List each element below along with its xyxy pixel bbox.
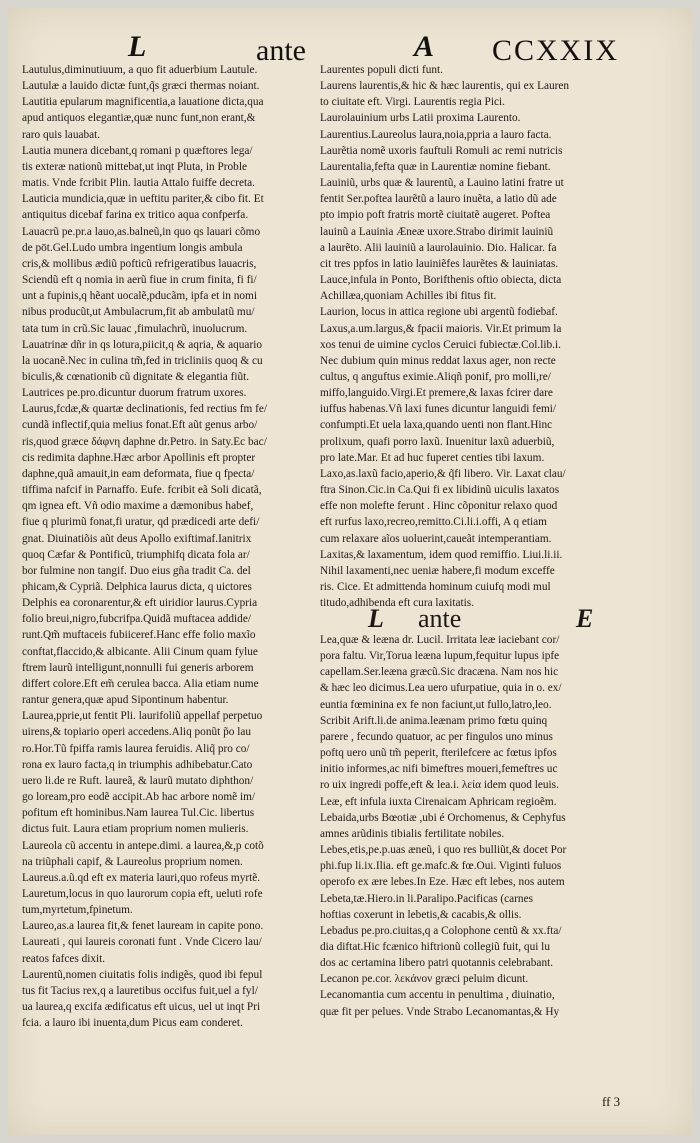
text-line: amnes arũdinis tibialis fertilitate nobiles. bbox=[320, 827, 505, 840]
right-column-top bbox=[320, 62, 648, 611]
text-line: Lauce,infula in Ponto, Borifthenis oftio obiecta, dicta bbox=[320, 274, 562, 287]
text-line: pofitum eft hominibus.Nam laurea Tul.Cic. libertus bbox=[22, 807, 255, 820]
text-line: qm ignea eft. Vñ odio maxime a dæmonibus habef, bbox=[22, 500, 254, 513]
text-line: euntia fœminina ex fe non faciunt,ut fullo,latro,leo. bbox=[320, 698, 552, 711]
text-line: rona ex lauro facta,q in triumphis adhibebatur.Cato bbox=[22, 758, 253, 771]
text-line: Lautulus,diminutiuum, a quo fit aduerbium Lautule. bbox=[22, 64, 258, 76]
text-line: Lautrices pe.pro.dicuntur duorum fratrum uxores. bbox=[22, 387, 247, 400]
text-line: Laurus,fcdæ,& quartæ declinationis, fed rectius fm fe/ bbox=[22, 403, 268, 416]
left-column bbox=[22, 62, 344, 1031]
text-line: Laxo,as.laxũ facio,aperio,& q̃fi libero. Vir. Laxat clau/ bbox=[320, 467, 566, 480]
text-line: ris,quod græce δάφνη daphne dr.Petro. in Saty.Ec bac/ bbox=[22, 435, 267, 448]
text-line: uero li.de re Ruft. laureã, & laurũ mutato diphthon/ bbox=[22, 774, 254, 787]
text-line: ris. Cice. Et admittenda hominum cuiufq modi mul bbox=[320, 581, 551, 593]
text-line: dia diftat.Hic fcænico hiftrionũ collegiũ fuit, qui lu bbox=[320, 940, 550, 953]
section-head-word: ante bbox=[418, 604, 462, 633]
text-line: dos ac certamina libero patri quotannis celebrabant. bbox=[320, 957, 554, 970]
text-line: conftat,flaccido,& albicante. Alii Cinum quam fylue bbox=[22, 645, 258, 658]
text-line: Lebeta,tæ.Hiero.in li.Paralipo.Pacificas (carnes bbox=[320, 892, 533, 905]
text-line: biculis,& cœnationib cũ dignitate & elegantia fiũt. bbox=[22, 370, 250, 383]
text-line: matis. Vnde fcribit Plin. lautia Attalo fuiffe decreta. bbox=[22, 177, 255, 190]
text-line: Lea,quæ & leæna dr. Lucil. Irritata leæ iaciebant cor/ bbox=[320, 634, 560, 646]
text-line: Laxus,a.um.largus,& fpacii maioris. Vir.Et primum la bbox=[320, 322, 562, 335]
text-line: cit tres ppfos in latio lauiniẽfes laurẽtes & lauiniatas. bbox=[320, 257, 559, 270]
text-line: titudo,adhibenda eft cura laxitatis. bbox=[320, 597, 475, 610]
text-line: a laurẽto. Alii lauiniũ a laurolauinio. Dio. Halicar. fa bbox=[320, 241, 557, 254]
text-line: confumpti.Et uela laxa,quando uenti non flant.Hinc bbox=[320, 419, 553, 432]
text-line: Lauticia mundicia,quæ in ueftitu pariter,& cibo fit. Et bbox=[22, 193, 264, 206]
text-line: Lebadus pe.pro.ciuitas,q a Colophone centũ & xx.fta/ bbox=[320, 924, 562, 937]
text-line: Nihil laxamenti,nec ueniæ habere,fi modum exceffe bbox=[320, 564, 555, 577]
text-line: tum,myrtetum,fpinetum. bbox=[22, 904, 133, 917]
text-line: pto impio poft fratris mortẽ ciuitatẽ augeret. Poftea bbox=[320, 209, 551, 222]
text-line: fcia. a lauro ibi inuenta,dum Picus eam conderet. bbox=[22, 1017, 243, 1030]
text-line: Lecanomantia cum accentu in penultima , diuinatio, bbox=[320, 989, 555, 1002]
text-line: reatos fafces dixit. bbox=[22, 952, 106, 965]
text-line: & hæc leo dicimus.Lea uero ufurpatiue, quia in o. ex/ bbox=[320, 682, 562, 695]
text-line: na triũphali capif, & Laureolus proprium nomen. bbox=[22, 855, 243, 868]
text-line: Laurolauinium urbs Latii proxima Laurento. bbox=[320, 112, 521, 125]
text-line: runt.Qm̃ muftaceis fubiiceref.Hanc effe folio maxĩo bbox=[22, 629, 256, 642]
text-line: capellam.Ser.leæna græcũ.Sic dracæna. Nam nos hic bbox=[320, 666, 559, 679]
text-line: tata tum in crũ.Sic lauac ,fimulachrũ, inuolucrum. bbox=[22, 322, 248, 335]
text-line: Laureo,as.a laurea fit,& fenet lauream in capite pono. bbox=[22, 920, 264, 933]
text-line: apud antiquos elegantiæ,quæ nunc funt,non erant,& bbox=[22, 112, 256, 125]
text-line: bor fulmine non tangif. Duo eius gña tradit Ca. del bbox=[22, 564, 251, 577]
text-line: Delphis ea coronarentur,& eft uiridior laurus.Cypria bbox=[22, 597, 258, 610]
text-line: Sciendũ eft q nomia in aerũ fiue in crum finita, fi fi/ bbox=[22, 274, 257, 287]
text-line: Laureola cũ accentu in antepe.dimi. a laurea,&,p cotõ bbox=[22, 839, 264, 852]
text-line: raro quis lauabat. bbox=[22, 128, 101, 141]
text-line: Lebaida,urbs Bœotiæ ,ubi é Orchomenus, & Cephyfus bbox=[320, 811, 566, 824]
text-line: prolixum, quafi porro laxũ. Inuenitur laxũ aduerbiũ, bbox=[320, 435, 555, 448]
text-line: phi.fup li.ix.Ilia. eft ge.mafc.& fœ.Oui. Viginti fuluos bbox=[320, 860, 562, 873]
text-line: Lecanon pe.cor. λεκάνον græci peluim dicunt. bbox=[320, 973, 529, 986]
text-line: iuffus habenas.Vñ laxi funes dicuntur languidi femi/ bbox=[320, 403, 557, 416]
text-line: go loream,pro eodẽ accipit.Ab hac arbore nomẽ im/ bbox=[22, 791, 256, 804]
text-line: cis redimita daphne.Hæc arbor Apollinis eft propter bbox=[22, 451, 256, 464]
text-line: cris,& mollibus ædiũ pofticũ refrigeratibus lauacris, bbox=[22, 257, 257, 270]
text-line: lauinũ a Lauinia Æneæ uxore.Strabo dirimit lauiniũ bbox=[320, 225, 554, 238]
folio-number: CCXXIX bbox=[492, 34, 620, 67]
text-line: cundã inflectif,quia melius fonat.Eft aũt genus arbo/ bbox=[22, 419, 258, 432]
text-line: Laurea,pprie,ut fentit Pli. laurifoliũ appellaf perpetuo bbox=[22, 710, 263, 723]
text-line: Lautitia epularum magnificentia,a lauatione dicta,qua bbox=[22, 96, 264, 109]
book-page bbox=[8, 8, 692, 1135]
text-line: differt colore.Eft em̃ cerulea bacca. Alia etiam nume bbox=[22, 677, 259, 690]
text-line: hoftias coxerunt in lebetis,& cacabis,& ollis. bbox=[320, 908, 522, 921]
text-line: de pōt.Gel.Ludo umbra ingentium longis ambula bbox=[22, 241, 243, 254]
text-line: rantur genera,quæ apud Sipontinum habentur. bbox=[22, 694, 229, 707]
text-line: Laurentũ,nomen ciuitatis folis indigẽs, quod ibi fepul bbox=[22, 968, 263, 981]
text-line: Laureati , qui laureis coronati funt . Vnde Cicero lau/ bbox=[22, 936, 262, 949]
text-line: xos tenui de uimine cyclos Ceruici fubiectæ.Col.lib.i. bbox=[320, 338, 561, 351]
text-line: to ciuitate eft. Virgi. Laurentis regia Pici. bbox=[320, 96, 505, 109]
text-line: miffo,languido.Virgi.Et premere,& laxas fcirer dare bbox=[320, 387, 553, 400]
text-line: uirens,& topiario operi accedens.Aliq ponũt p̃o lau bbox=[22, 726, 252, 739]
text-line: cum relaxare aĩos uoluerint,caueãt intemperantiam. bbox=[320, 532, 552, 545]
text-line: parere , fecundo quatuor, ac per fingulos uno minus bbox=[320, 730, 553, 743]
signature-mark: ff 3 bbox=[602, 1094, 621, 1109]
text-line: unt a fupinis,q hẽant uocalẽ,pducãm, ipfa et in nomi bbox=[22, 290, 257, 303]
text-line: Lauretum,locus in quo laurorum copia eft, ueluti rofe bbox=[22, 887, 263, 900]
text-line: gnat. Diuinatiõis aũt deus Apollo exiftimaf.Ianitrix bbox=[22, 532, 252, 545]
text-line: pro late.Mar. Et ad huc fuperet centies tibi laxum. bbox=[320, 451, 545, 464]
text-line: phicam,& Cypriã. Delphica laurus dicta, q uictores bbox=[22, 581, 252, 593]
text-line: fiue q plurimũ fonat,fi uratur, qd prædicedi arte defi/ bbox=[22, 516, 260, 529]
text-line: Leæ, eft infula iuxta Cirenaicam Aphricam regioẽm. bbox=[320, 795, 557, 808]
text-line: Scribit Arift.li.de anima.leænam primo fœtu quinq bbox=[320, 714, 548, 727]
right-column-bottom bbox=[320, 632, 648, 1020]
text-line: ro uix ingredi poffe,eft & lea.i. λεία idem quod leuis. bbox=[320, 779, 559, 792]
text-line: Laureus.a.ũ.qd eft ex materia lauri,quo rofeus myrtẽ. bbox=[22, 871, 261, 884]
text-line: daphne,quã amauit,in eam deformata, fiue q fpecta/ bbox=[22, 467, 255, 480]
text-line: nibus producũt,ut Ambulacrum,fit ab ambulatũ mu/ bbox=[22, 306, 255, 319]
text-line: Laxitas,& laxamentum, idem quod remiffio. Liui.li.ii. bbox=[320, 548, 563, 561]
text-line: folio breui,nigro,fubcrifpa.Quidã muftacea addide/ bbox=[22, 613, 251, 626]
text-line: ua laurea,q excifa ædificatus eft uicus, uel ut inqt Pri bbox=[22, 1001, 261, 1014]
text-line: Lauiniũ, urbs quæ & laurentũ, a Lauino latini fratre ut bbox=[320, 177, 564, 190]
text-line: Lauacrũ pe.pr.a lauo,as.balneũ,in quo qs lauari cõmo bbox=[22, 225, 261, 238]
text-line: eft rurfus laxo,recreo,remitto.Ci.li.i.offi, A q etiam bbox=[320, 516, 547, 529]
text-line: Lautia munera dicebant,q romani p quæftores lega/ bbox=[22, 144, 253, 157]
text-line: Laurentalia,fefta quæ in Laurentiæ nomine fiebant. bbox=[320, 160, 551, 173]
running-head-left-letter: L bbox=[128, 30, 147, 63]
text-line: operofo ex ære lebes.In Eze. Hæc eft lebes, nos autem bbox=[320, 876, 565, 889]
text-line: tiffima nafcif in Parnaffo. Eufe. fcribit eã Soli dicatã, bbox=[22, 484, 262, 497]
text-line: quoq Cæfar & Pontificũ, triumphifq dicata fola ar/ bbox=[22, 548, 250, 561]
text-line: tus fit Tacius rex,q a lauretibus occifus fuit,uel a fyl/ bbox=[22, 984, 258, 997]
text-line: effe non molefte ferunt . Hinc cõponitur relaxo quod bbox=[320, 500, 558, 513]
text-line: Laurentes populi dicti funt. bbox=[320, 64, 443, 76]
text-line: dictus fuit. Laura etiam proprium nomen mulieris. bbox=[22, 823, 249, 836]
section-head-left-letter: L bbox=[368, 604, 384, 633]
text-line: Laurens laurentis,& hic & hæc laurentis, qui ex Lauren bbox=[320, 80, 570, 93]
text-line: cultus, q anguftus eximie.Aliqñ ponif, pro molli,re/ bbox=[320, 370, 551, 383]
text-line: initio informes,ac nifi bimeftres moueri,femeftres uc bbox=[320, 763, 558, 776]
text-line: Laurentius.Laureolus laura,noia,ppria a lauro facta. bbox=[320, 128, 552, 141]
text-line: antiquitus dicebaf farina ex tritico aqua confperfa. bbox=[22, 209, 249, 222]
text-line: pora faltu. Vir,Torua leæna lupum,fequitur lupus ipfe bbox=[320, 650, 560, 663]
text-line: quæ fit per pelues. Vnde Strabo Lecanomantas,& Hy bbox=[320, 1005, 560, 1018]
text-line: Laurion, locus in attica regione ubi argentũ fodiebaf. bbox=[320, 306, 558, 319]
text-line: Lebes,etis,pe.p.uas æneũ, i quo res bulliũt,& docet Por bbox=[320, 844, 567, 857]
text-line: Achillæa,quoniam Achilles ibi fitus fit. bbox=[320, 290, 497, 303]
text-line: ftra Sinon.Cic.in Ca.Qui fi ex libidinũ uiculis laxatos bbox=[320, 484, 560, 497]
text-line: Lauatrinæ dñr in qs lotura,piicit,q & aqria, & aquario bbox=[22, 338, 262, 351]
text-line: la uocanẽ.Nec in culina tm̃,fed in tricliniis quoq & cu bbox=[22, 354, 263, 367]
text-line: tis exteræ nationũ mittebat,ut inqt Pluta, in Proble bbox=[22, 160, 247, 173]
text-line: ro.Hor.Tũ fpiffa ramis laurea feruidis. Aliq̃ pro co/ bbox=[22, 742, 250, 755]
text-line: fentit Ser.poftea laurẽtũ a lauro inuẽta, a latio dũ ade bbox=[320, 193, 557, 206]
text-line: ftrem laurũ intelligunt,nonnulli fui generis arborem bbox=[22, 661, 254, 674]
running-head-right-letter: A bbox=[414, 30, 435, 63]
text-line: Lautulæ a lauido dictæ funt,q̃s græci thermas noiant. bbox=[22, 80, 260, 93]
section-head-right-letter: E bbox=[576, 604, 594, 633]
text-line: poftq uero unũ tm̃ peperit, fterilefcere ac fœtus ipfos bbox=[320, 747, 557, 760]
text-line: Laurẽtia nomẽ uxoris fauftuli Romuli ac remi nutricis bbox=[320, 144, 563, 157]
text-line: Nec dubium quin minus reddat laxus ager, non recte bbox=[320, 354, 556, 367]
running-head-left-word: ante bbox=[256, 34, 306, 67]
